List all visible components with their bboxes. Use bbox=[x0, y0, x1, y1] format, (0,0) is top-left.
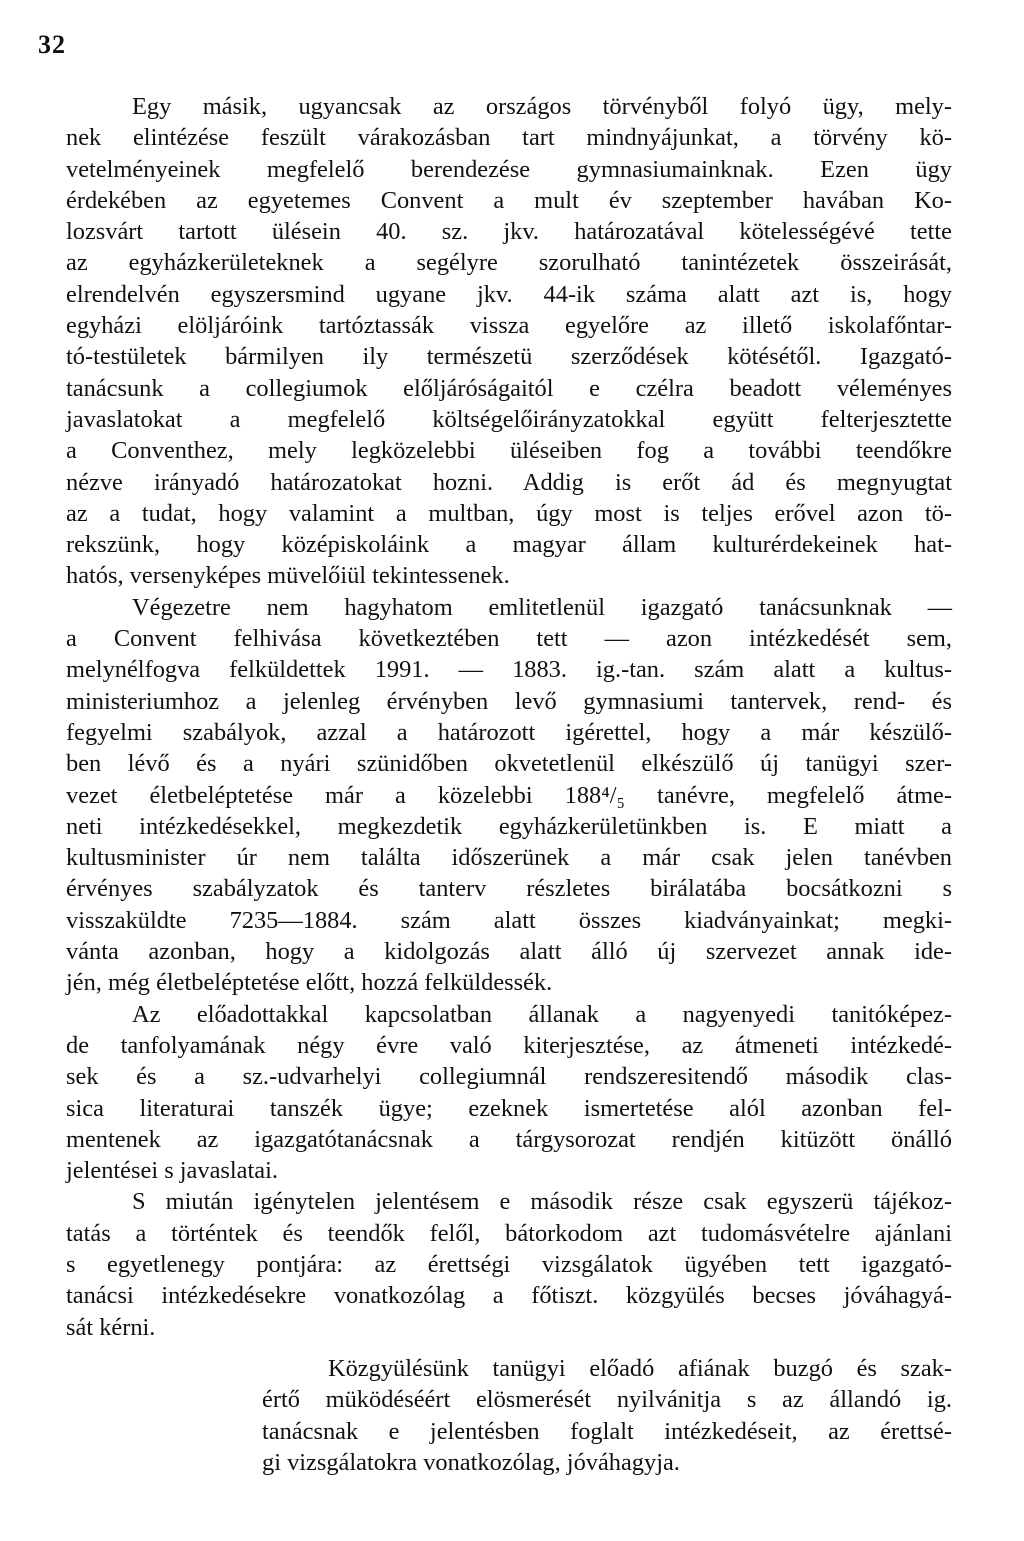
text-line: ministeriumhoz a jelenleg érvényben levő gymnasiumi tantervek, rend- és bbox=[66, 687, 952, 715]
text-line: kultusminister úr nem találta időszerünek a már csak jelen tanévben bbox=[66, 844, 952, 872]
resolution-line: Közgyülésünk tanügyi előadó afiának buzgó és szak- bbox=[328, 1355, 952, 1382]
text-line: s egyetlenegy pontjára: az érettségi vizsgálatok ügyében tett igazgató- bbox=[66, 1250, 952, 1278]
text-line: fegyelmi szabályok, azzal a határozott igérettel, hogy a már készülő- bbox=[66, 718, 952, 746]
text-line: vetelményeinek megfelelő berendezése gymnasiumainknak. Ezen ügy bbox=[66, 155, 952, 183]
text-line: jén, még életbeléptetése előtt, hozzá felküldessék. bbox=[66, 969, 553, 997]
resolution-text bbox=[262, 1353, 952, 1478]
text-line: visszaküldte 7235—1884. szám alatt összes kiadványainkat; megki- bbox=[66, 906, 952, 934]
text-line: de tanfolyamának négy évre való kiterjesztése, az átmeneti intézkedé- bbox=[66, 1031, 952, 1059]
text-line: ben lévő és a nyári szünidőben okvetetlenül elkészülő új tanügyi szer- bbox=[66, 750, 952, 778]
text-line: tatás a történtek és teendők felől, bátorkodom azt tudomásvételre ajánlani bbox=[66, 1219, 952, 1247]
text-line: tó-testületek bármilyen ily természetü szerződések kötésétől. Igazgató- bbox=[66, 343, 952, 371]
text-line: vezet életbeléptetése már a közelebbi 188⁴/₅ tanévre, megfelelő átme- bbox=[66, 781, 952, 809]
text-line: tanácsi intézkedésekre vonatkozólag a főtiszt. közgyülés becses jóváhagyá- bbox=[66, 1282, 952, 1310]
text-line: mentenek az igazgatótanácsnak a tárgysorozat rendjén kitüzött önálló bbox=[66, 1125, 952, 1153]
text-line: lozsvárt tartott ülésein 40. sz. jkv. határozatával kötelességévé tette bbox=[66, 218, 952, 246]
text-line: jelentései s javaslatai. bbox=[66, 1157, 278, 1185]
text-line: vánta azonban, hogy a kidolgozás alatt álló új szervezet annak ide- bbox=[66, 938, 952, 966]
text-line: érdekében az egyetemes Convent a mult év szeptember havában Ko- bbox=[66, 186, 952, 214]
page-number: 32 bbox=[38, 30, 66, 59]
resolution-line: értő müködéséért elösmerését nyilvánitja s az állandó ig. bbox=[262, 1386, 952, 1414]
text-line: sek és a sz.-udvarhelyi collegiumnál rendszeresitendő második clas- bbox=[66, 1063, 952, 1091]
text-line: az a tudat, hogy valamint a multban, úgy most is teljes erővel azon tö- bbox=[66, 499, 952, 527]
text-line: nek elintézése feszült várakozásban tart mindnyájunkat, a törvény kö- bbox=[66, 124, 952, 152]
text-line: tanácsunk a collegiumok előljáróságaitól e czélra beadott véleményes bbox=[66, 374, 952, 402]
text-line: egyházi elöljáróink tartóztassák vissza egyelőre az illető iskolafőntar- bbox=[66, 312, 952, 340]
text-line: melynélfogva felküldettek 1991. — 1883. ig.-tan. szám alatt a kultus- bbox=[66, 656, 952, 684]
resolution-line: gi vizsgálatokra vonatkozólag, jóváhagyja. bbox=[262, 1448, 680, 1476]
text-line: javaslatokat a megfelelő költségelőirányzatokkal együtt felterjesztette bbox=[66, 405, 952, 433]
text-line: elrendelvén egyszersmind ugyane jkv. 44-ik száma alatt azt is, hogy bbox=[66, 280, 952, 308]
text-line: hatós, versenyképes müvelőiül tekintessenek. bbox=[66, 562, 510, 590]
text-line: Az előadottakkal kapcsolatban állanak a nagyenyedi tanitóképez- bbox=[132, 1000, 952, 1028]
text-line: nézve irányadó határozatokat hozni. Addig is erőt ád és megnyugtat bbox=[66, 468, 952, 496]
text-line: az egyházkerületeknek a segélyre szorulható tanintézetek összeirását, bbox=[66, 249, 952, 277]
resolution-line: tanácsnak e jelentésben foglalt intézkedéseit, az érettsé- bbox=[262, 1417, 952, 1445]
text-line: érvényes szabályzatok és tanterv részletes birálatába bocsátkozni s bbox=[66, 875, 952, 903]
text-line: sica literaturai tanszék ügye; ezeknek ismertetése alól azonban fel- bbox=[66, 1094, 952, 1122]
text-line: a Conventhez, mely legközelebbi üléseiben fog a további teendőkre bbox=[66, 437, 952, 465]
text-line: S miután igénytelen jelentésem e második része csak egyszerü tájékoz- bbox=[132, 1188, 952, 1216]
text-line: rekszünk, hogy középiskoláink a magyar állam kulturérdekeinek hat- bbox=[66, 531, 952, 559]
text-line: Egy másik, ugyancsak az országos törvényből folyó ügy, mely- bbox=[132, 93, 952, 120]
text-line: a Convent felhivása következtében tett — azon intézkedését sem, bbox=[66, 625, 952, 653]
text-line: Végezetre nem hagyhatom emlitetlenül igazgató tanácsunknak — bbox=[132, 593, 952, 621]
text-line: sát kérni. bbox=[66, 1313, 156, 1341]
report-text bbox=[66, 91, 952, 1343]
text-line: neti intézkedésekkel, megkezdetik egyházkerületünkben is. E miatt a bbox=[66, 812, 952, 840]
